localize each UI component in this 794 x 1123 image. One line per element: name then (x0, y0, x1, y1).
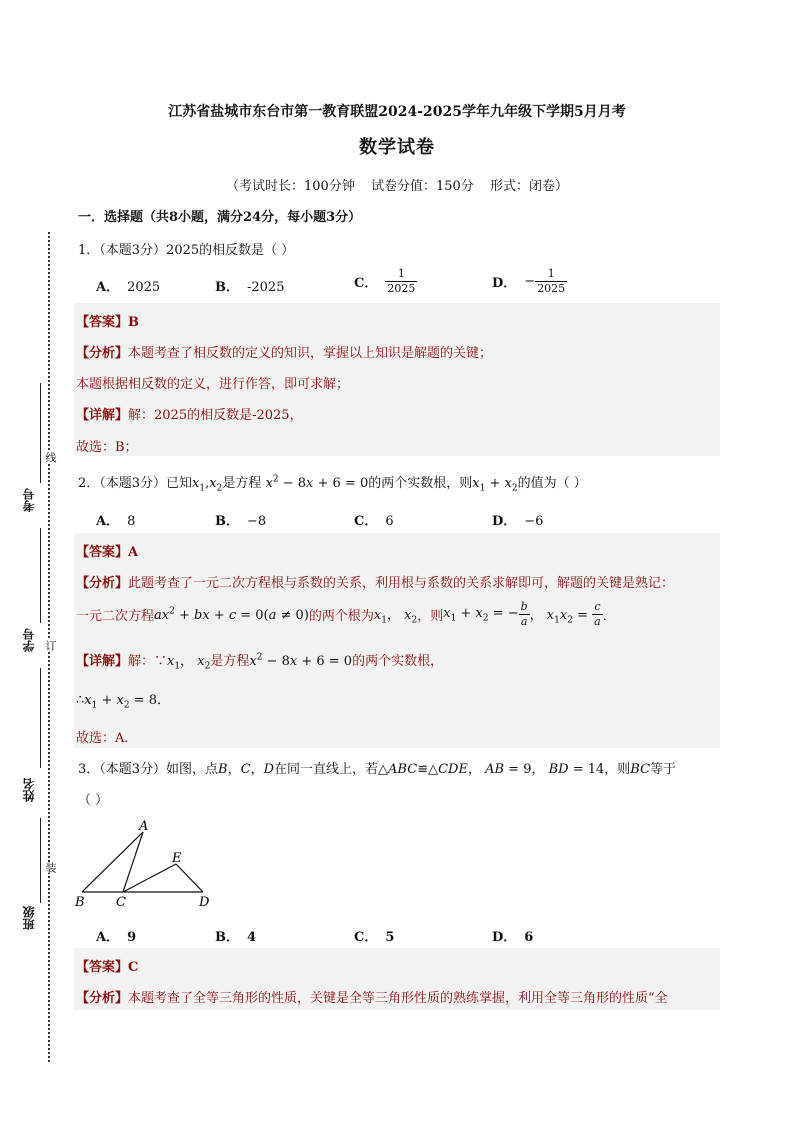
q3-stem: 3．（本题3分）如图，点B，C，D在同一直线上，若△ABC≌△CDE， AB = 9， BD = 14，则BC等于 (78, 762, 677, 777)
q1-choose: 故选：B； (76, 440, 138, 455)
q2-analysis-2: 一元二次方程$ax^2$ + bx + c = 0(a ≠ 0)的两个根为$x_1$， $x_2$，则$x_1 + x_2$ = − $\frac{b}{a}$ ， $x_1x_2$ = $\frac{c}{a}$ ． (76, 600, 616, 628)
point-d-label: D (199, 895, 210, 910)
q1-answer: 【答案】B (76, 315, 140, 330)
q1-option-a: A． 2025 (96, 280, 161, 295)
section-heading: 一．选择题（共8小题，满分24分，每小题3分） (78, 210, 362, 225)
cut-mark-line: 线 (44, 452, 57, 463)
q3-triangle-figure (70, 815, 220, 910)
q2-stem: 2．（本题3分）已知$x_1,x_2$是方程 $x^2 - 8x + 6 = 0$的两个实数根，则$x_1 + x_2$的值为（ ） (78, 474, 587, 494)
label-underline (40, 818, 41, 903)
q2-detail: 【详解】解：$\because x_1$， $x_2$是方程$x^2 - 8x + 6 = 0$的两个实数根， (76, 652, 444, 672)
exam-format: 形式：闭卷） (489, 179, 568, 194)
q1-option-d: D． − $\frac{1}{2025}$ (492, 267, 566, 295)
q2-answer: 【答案】A (76, 545, 139, 560)
q2-option-d: D． −6 (492, 514, 544, 529)
q3-option-c: C． 5 (354, 930, 395, 945)
exam-subtitle: 数学试卷 (359, 137, 435, 158)
q3-option-d: D． 6 (492, 930, 534, 945)
xuehao-label: 学号 (22, 628, 36, 652)
label-underline (40, 528, 41, 623)
q2-result: $\therefore x_1 + x_2 = 8$． (76, 693, 171, 711)
q2-option-b: B． −8 (215, 514, 267, 529)
exam-score: 试卷分值：150分 (370, 179, 474, 194)
point-e-label: E (172, 851, 182, 866)
exam-duration: （考试时长：100分钟 (226, 179, 355, 194)
q2-answer-box (74, 533, 720, 748)
kaohao-label: 考号 (22, 488, 36, 512)
point-c-label: C (116, 895, 126, 910)
q3-option-a: A． 9 (96, 930, 137, 945)
label-underline (40, 668, 41, 768)
q2-analysis: 【分析】此题考查了一元二次方程根与系数的关系，利用根与系数的关系求解即可，解题的关键是熟记： (76, 576, 675, 591)
q3-paren: （ ） (78, 793, 109, 808)
name-label: 姓名 (22, 778, 36, 802)
q3-answer: 【答案】C (76, 960, 139, 975)
q1-detail: 【详解】解：2025的相反数是-2025， (76, 408, 303, 423)
q1-option-b: B． -2025 (215, 280, 285, 295)
exam-info (0, 175, 794, 194)
q3-option-b: B． 4 (215, 930, 257, 945)
q1-analysis-2: 本题根据相反数的定义，进行作答，即可求解； (76, 377, 350, 392)
label-underline (40, 383, 41, 483)
q1-stem: 1．（本题3分）2025的相反数是（ ） (78, 243, 295, 258)
q2-option-c: C． 6 (354, 514, 394, 529)
q1-analysis: 【分析】本题考查了相反数的定义的知识，掌握以上知识是解题的关键； (76, 346, 493, 361)
q2-choose: 故选：A． (76, 731, 138, 746)
point-b-label: B (75, 895, 85, 910)
q1-option-c: C． $\frac{1}{2025}$ (354, 267, 416, 295)
cut-mark-bind: 订 (44, 640, 57, 651)
point-a-label: A (139, 819, 149, 834)
q2-option-a: A． 8 (96, 514, 136, 529)
class-label: 班级 (22, 906, 36, 930)
cut-mark-install: 装 (44, 862, 57, 873)
q3-analysis: 【分析】本题考查了全等三角形的性质，关键是全等三角形性质的熟练掌握，利用全等三角形的性质“全 (76, 991, 668, 1006)
exam-title: 江苏省盐城市东台市第一教育联盟2024-2025学年九年级下学期5月月考 (168, 104, 626, 120)
